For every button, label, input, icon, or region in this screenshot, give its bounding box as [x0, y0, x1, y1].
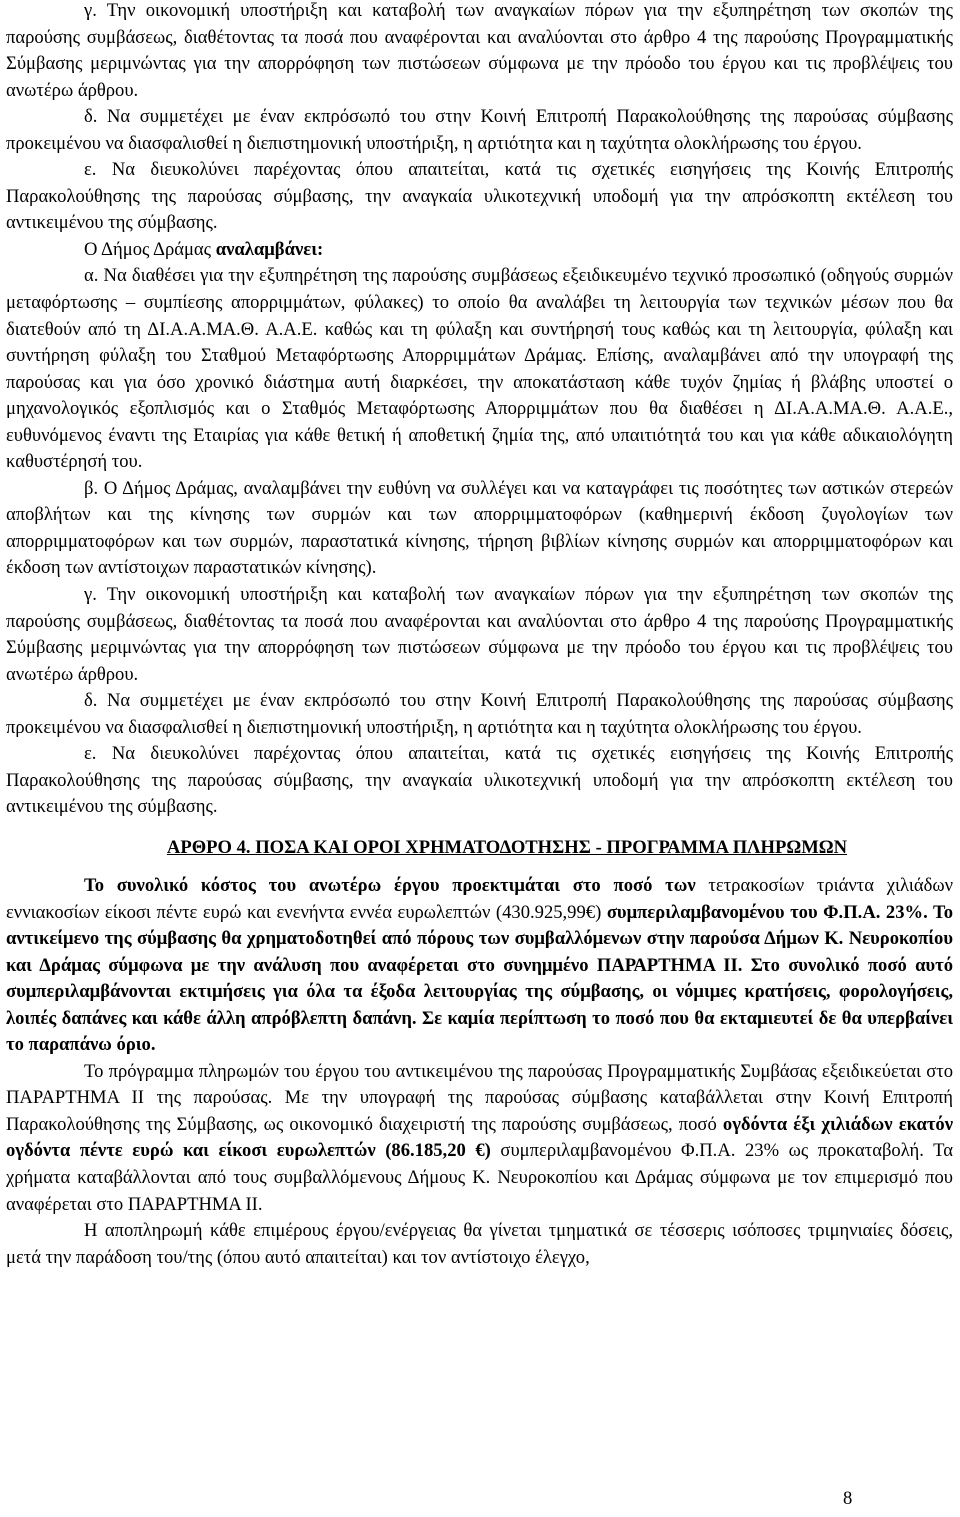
paragraph-delta-top: δ. Να συμμετέχει με έναν εκπρόσωπό του στην Κοινή Επιτροπή Παρακολούθησης της παρούσας σύμβασης προκειμένου να διασφαλισθεί η διεπιστημονική υποστήριξη, η αρτιότητα και η ταχύτητα ολοκλήρωσης του έργου. — [6, 106, 953, 154]
paragraph-delta: δ. Να συμμετέχει με έναν εκπρόσωπό του στην Κοινή Επιτροπή Παρακολούθησης της παρούσας σύμβασης προκειμένου να διασφαλισθεί η διεπιστημονική υποστήριξη, η αρτιότητα και η ταχύτητα ολοκλήρωσης του έργου. — [6, 690, 953, 738]
paragraph-gamma: γ. Την οικονομική υποστήριξη και καταβολή των αναγκαίων πόρων για την εξυπηρέτηση των σκοπών της παρούσης συμβάσεως, διαθέτοντας τα ποσά που αναφέρονται και αναλύονται στο άρθρο 4 της παρούσης Προγραμματικής Σύμβασης μεριμνώντας για την απορρόφηση των πιστώσεων σύμφωνα με την πρόοδο του έργου και τις προβλέψεις του ανωτέρω άρθρου. — [6, 584, 953, 685]
cost-bold-end: συμπεριλαμβανομένου του Φ.Π.Α. 23%. Το αντικείμενο της σύμβασης θα χρηματοδοτηθεί από πόρους των συμβαλλόμενων στην παρούσα Δήμων Κ. Νευροκοπίου και Δράμας σύμφωνα με την ανάλυση που αναφέρεται στο συνημμένο ΠΑΡΑΡΤΗΜΑ ΙΙ. Στο συνολικό ποσό αυτό συμπεριλαμβάνονται εκτιμήσεις για όλα τα έξοδα λειτουργίας της σύμβασης, οι νόμιμες κρατήσεις, φορολογήσεις, λοιπές δαπάνες και κάθε άλλη απρόβλεπτη δαπάνη. Σε καμία περίπτωση το ποσό που θα εκταμιευτεί δε θα υπερβαίνει το παραπάνω όριο. — [6, 901, 953, 1056]
cost-plain: τετρακοσίων τριάντα χιλιάδων εννιακοσίων είκοσι πέντε ευρώ και ενενήντα εννέα ευρωλεπτών (430.925,99€) — [6, 874, 953, 923]
paragraph-epsilon-top: ε. Να διευκολύνει παρέχοντας όπου απαιτείται, κατά τις σχετικές εισηγήσεις της Κοινής Επιτροπής Παρακολούθησης της παρούσας σύμβασης, την αναγκαία υλικοτεχνική υποδομή για την απρόσκοπτη εκτέλεση του αντικειμένου της σύμβασης. — [6, 159, 953, 234]
spacer — [6, 860, 953, 873]
article-4-heading: ΑΡΘΡΟ 4. ΠΟΣΑ ΚΑΙ ΟΡΟΙ ΧΡΗΜΑΤΟΔΟΤΗΣΗΣ - ΠΡΟΓΡΑΜΜΑ ΠΛΗΡΩΜΩΝ — [166, 836, 848, 858]
repayment-paragraph: Η αποπληρωμή κάθε επιμέρους έργου/ενέργειας θα γίνεται τμηματικά σε τέσσερις ισόποσες τριμηνιαίες δόσεις, μετά την παράδοση του/της (όπου αυτό απαιτείται) και τον αντίστοιχο έλεγχο, — [6, 1220, 953, 1268]
paragraph-epsilon: ε. Να διευκολύνει παρέχοντας όπου απαιτείται, κατά τις σχετικές εισηγήσεις της Κοινής Επιτροπής Παρακολούθησης της παρούσας σύμβασης, την αναγκαία υλικοτεχνική υποδομή για την απρόσκοπτη εκτέλεση του αντικειμένου της σύμβασης. — [6, 743, 953, 818]
payment-schedule-paragraph — [6, 1059, 953, 1218]
schedule-bold-amount: ογδόντα έξι χιλιάδων εκατόν ογδόντα πέντε ευρώ και είκοσι ευρωλεπτών (86.185,20 €) — [6, 1113, 953, 1162]
schedule-plain-end: συμπεριλαμβανομένου Φ.Π.Α. 23% ως προκαταβολή. Τα χρήματα καταβάλλονται από τους συμβαλλόμενους Δήμους Κ. Νευροκοπίου και Δράμας σύμφωνα με τον επιμερισμό που αναφέρεται στο ΠΑΡΑΡΤΗΜΑ ΙΙ. — [6, 1140, 953, 1215]
page-number: 8 — [843, 1488, 853, 1509]
paragraph-alpha: α. Να διαθέσει για την εξυπηρέτηση της παρούσης συμβάσεως εξειδικευμένο τεχνικό προσωπικό (οδηγούς συρμών μεταφόρτωσης – συμπίεσης απορριμμάτων, φύλακες) το οποίο θα αναλάβει τη λειτουργία των τεχνικών μέσων που θα διατεθούν από τη ΔΙ.Α.Α.ΜΑ.Θ. Α.Α.Ε. καθώς και τη φύλαξη και συντήρησή τους καθώς και τη λειτουργία, φύλαξη και συντήρηση φύλαξη του Σταθμού Μεταφόρτωσης Απορριμμάτων Δράμας. Επίσης, αναλαμβάνει από την υπογραφή της παρούσας και για όσο χρονικό διάστημα αυτή διαρκέσει, την αποκατάσταση κάθε τυχόν ζημίας ή βλάβης υποστεί ο μηχανολογικός εξοπλισμός και ο Σταθμός Μεταφόρτωσης Απορριμμάτων που θα διαθέσει η ΔΙ.Α.Α.ΜΑ.Θ. Α.Α.Ε., ευθυνόμενος έναντι της Εταιρίας για κάθε θετική ή αποθετική ζημία της, από υπαιτιότητά του και για κάθε αδικαιολόγητη καθυστέρησή του. — [6, 265, 953, 473]
dimos-intro-text: Ο Δήμος Δράμας — [84, 238, 216, 260]
paragraph-beta: β. Ο Δήμος Δράμας, αναλαμβάνει την ευθύνη να συλλέγει και να καταγράφει τις ποσότητες των αστικών στερεών αποβλήτων και της κίνησης των συρμών και των απορριμματοφόρων (καθημερινή έκδοση ζυγολογίων των απορριμματοφόρων και των συρμών, παραστατικά κίνησης, τήρηση βιβλίων κίνησης συρμών και απορριμματοφόρων και έκδοση των αντίστοιχων παραστατικών κίνησης). — [6, 477, 953, 579]
dimos-intro-bold: αναλαμβάνει: — [215, 238, 324, 260]
cost-paragraph — [6, 873, 953, 1059]
dimos-obligations-intro — [6, 237, 953, 264]
schedule-plain-start: Το πρόγραμμα πληρωμών του έργου του αντικειμένου της παρούσας Προγραμματικής Συμβάσας εξειδικεύεται στο ΠΑΡΑΡΤΗΜΑ ΙΙ της παρούσας. Με την υπογραφή της παρούσας σύμβασης καταβάλλεται στην Κοινή Επιτροπή Παρακολούθησης της Σύμβασης, ως οικονομικό διαχειριστή της παρούσης συμβάσεως, ποσό — [6, 1060, 953, 1135]
cost-bold-start: Το συνολικό κόστος του ανωτέρω έργου προεκτιμάται στο ποσό των — [84, 874, 696, 896]
paragraph-gamma-top: γ. Την οικονομική υποστήριξη και καταβολή των αναγκαίων πόρων για την εξυπηρέτηση των σκοπών της παρούσης συμβάσεως, διαθέτοντας τα ποσά που αναφέρονται και αναλύονται στο άρθρο 4 της παρούσης Προγραμματικής Σύμβασης μεριμνώντας για την απορρόφηση των πιστώσεων σύμφωνα με την πρόοδο του έργου και τις προβλέψεις του ανωτέρω άρθρου. — [6, 0, 953, 101]
